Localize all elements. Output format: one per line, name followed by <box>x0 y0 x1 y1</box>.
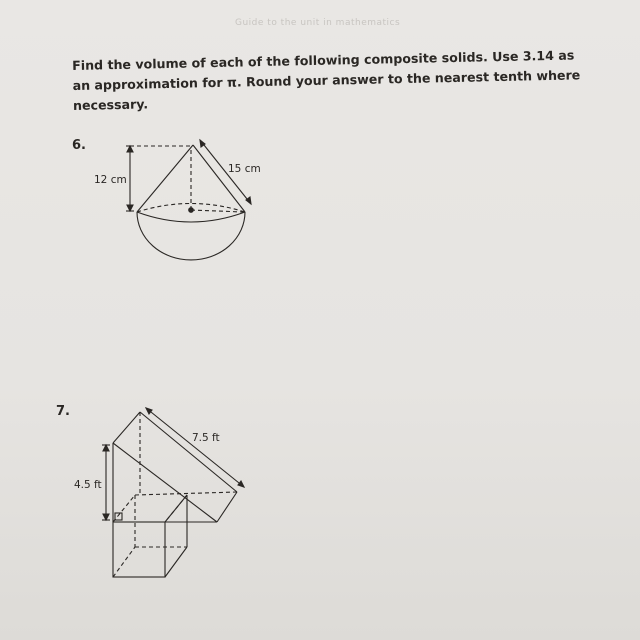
cube-front-face <box>113 522 165 577</box>
instructions-text: Find the volume of each of the following composite solids. Use 3.14 as an approximation for π. Round your answer to the nearest tenth where necessary. <box>72 47 581 113</box>
label-12cm: 12 cm <box>94 174 127 186</box>
center-point <box>189 208 194 213</box>
label-15cm: 15 cm <box>228 163 261 175</box>
prism-slant-dimension <box>146 408 244 487</box>
figure-prism-cube <box>102 408 244 577</box>
problem-6-number: 6. <box>72 138 86 153</box>
problem-7-number: 7. <box>56 404 70 419</box>
hemisphere-outline <box>137 212 245 260</box>
radius-line <box>191 210 243 212</box>
cone-left-side <box>137 145 193 212</box>
figure-cone-hemisphere <box>126 140 251 260</box>
cone-right-side <box>193 145 245 212</box>
label-7-5ft: 7.5 ft <box>192 432 220 444</box>
bleed-through-text: Guide to the unit in mathematics <box>235 18 401 28</box>
base-ellipse-front <box>137 212 245 222</box>
label-4-5ft: 4.5 ft <box>74 479 102 491</box>
